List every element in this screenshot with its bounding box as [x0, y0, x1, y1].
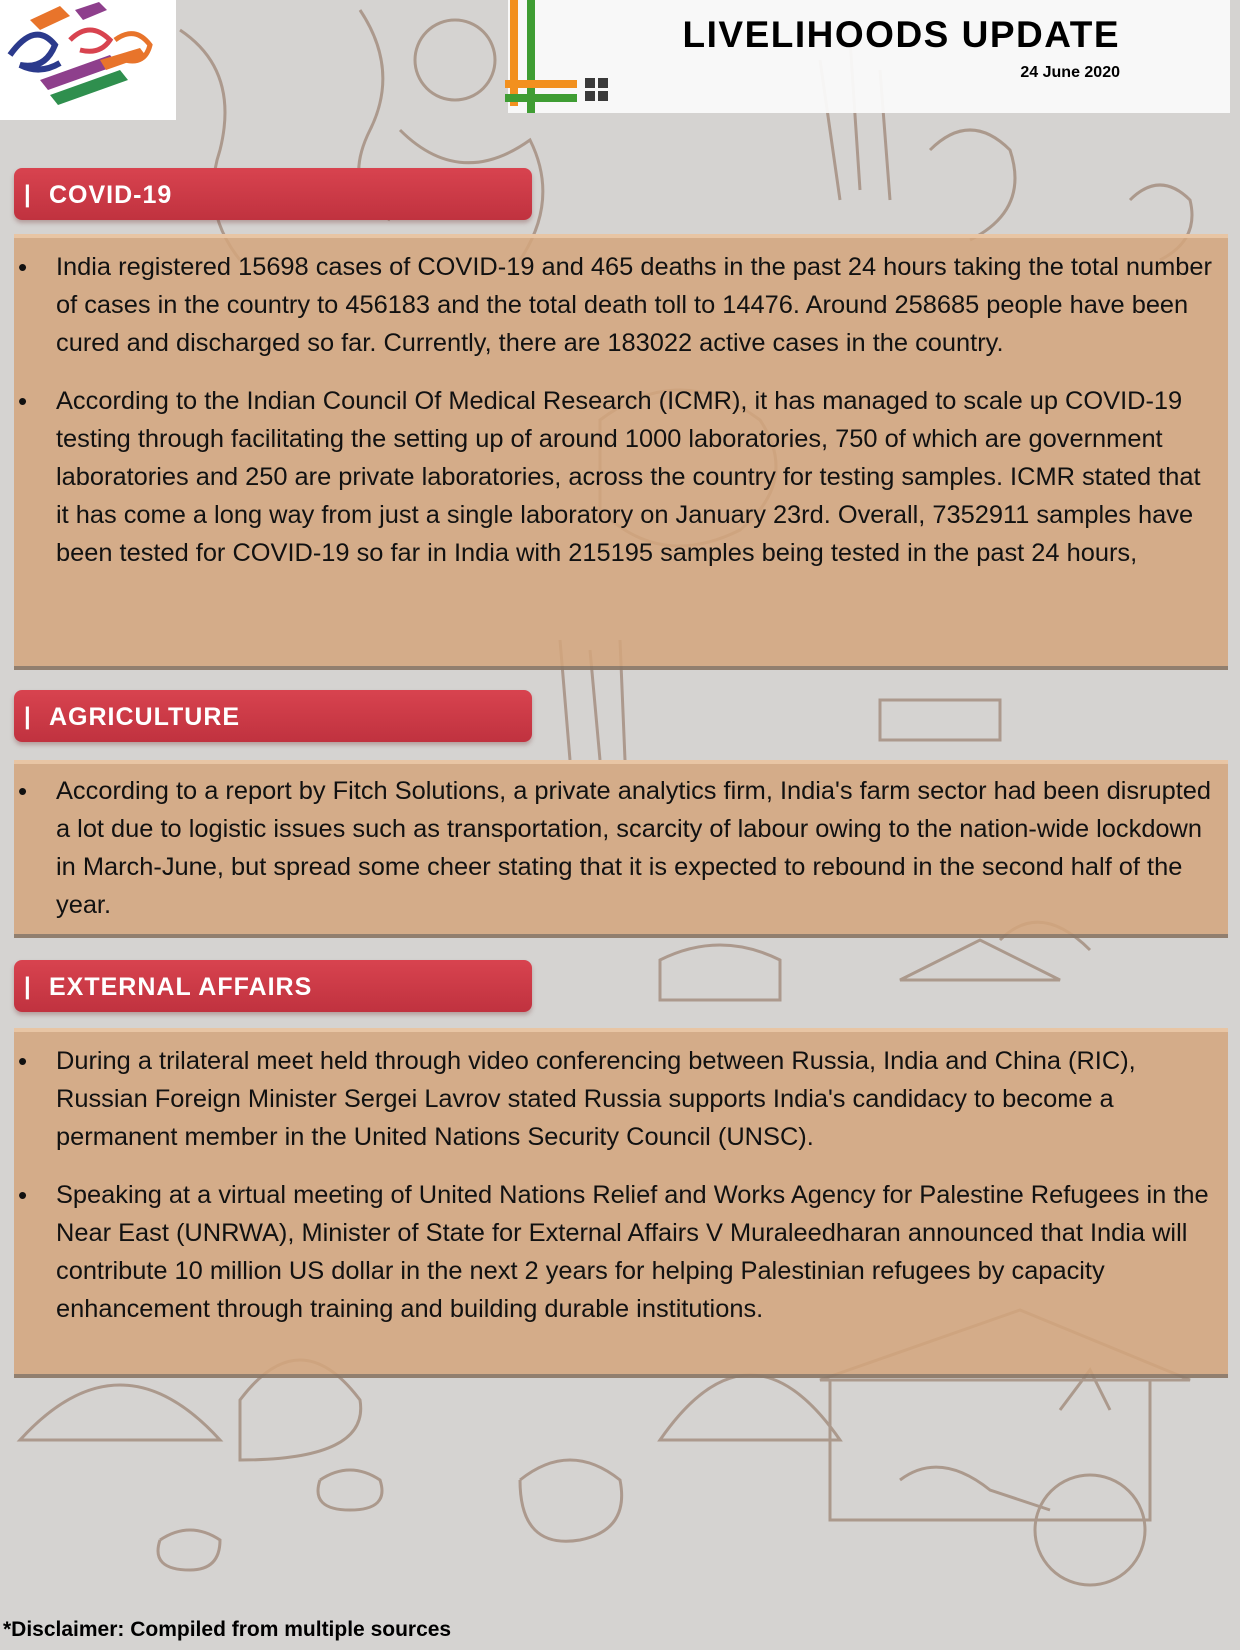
section-bar-icon: | — [24, 181, 31, 208]
tricolor-grid-icon — [505, 0, 615, 113]
page-title: LIVELIHOODS UPDATE — [682, 14, 1120, 55]
section-header-covid — [14, 168, 532, 220]
publisher-logo — [0, 0, 176, 120]
section-bar-icon: | — [24, 973, 31, 1000]
header — [508, 0, 1230, 113]
section-bar-icon: | — [24, 703, 31, 730]
bullet-item: • India registered 15698 cases of COVID-19 and 465 deaths in the past 24 hours taking the total number of cases in the country to 456183 and the total death toll to 14476. Around 258685 people have been cured and discharged so far. Currently, there are 183022 active cases in the country. — [14, 248, 1218, 362]
bullet-item: • According to the Indian Council Of Medical Research (ICMR), it has managed to scale up COVID-19 testing through facilitating the setting up of around 1000 laboratories, 750 of which are government laboratories and 250 are private laboratories, across the country for testing samples. ICMR stated that it has come a long way from just a single laboratory on January 23rd. Overall, 7352911 samples have been tested for COVID-19 so far in India with 215195 samples being tested in the past 24 hours, — [14, 382, 1218, 572]
bullet-item: • During a trilateral meet held through video conferencing between Russia, India and China (RIC), Russian Foreign Minister Sergei Lavrov stated Russia supports India's candidacy to become a permanent member in the United Nations Security Council (UNSC). — [14, 1042, 1218, 1156]
section-title: COVID-19 — [49, 181, 173, 209]
section-header-external-affairs — [14, 960, 532, 1012]
bullet-item: • Speaking at a virtual meeting of United Nations Relief and Works Agency for Palestine Refugees in the Near East (UNRWA), Minister of State for External Affairs V Muraleedharan announced that India will contribute 10 million US dollar in the next 2 years for helping Palestinian refugees by capacity enhancement through training and building durable institutions. — [14, 1176, 1218, 1328]
bullet-item: • According to a report by Fitch Solutions, a private analytics firm, India's farm sector had been disrupted a lot due to logistic issues such as transportation, scarcity of labour owing to the nation-wide lockdown in March-June, but spread some cheer stating that it is expected to rebound in the second half of the year. — [14, 772, 1218, 924]
section-panel-agriculture — [14, 760, 1228, 938]
section-panel-covid — [14, 234, 1228, 670]
logo-mark-icon — [0, 0, 176, 120]
disclaimer-footer: *Disclaimer: Compiled from multiple sources — [3, 1618, 452, 1641]
section-title: EXTERNAL AFFAIRS — [49, 973, 313, 1001]
publication-date: 24 June 2020 — [1020, 64, 1120, 81]
section-title: AGRICULTURE — [49, 703, 241, 731]
section-header-agriculture — [14, 690, 532, 742]
section-panel-external-affairs — [14, 1028, 1228, 1378]
